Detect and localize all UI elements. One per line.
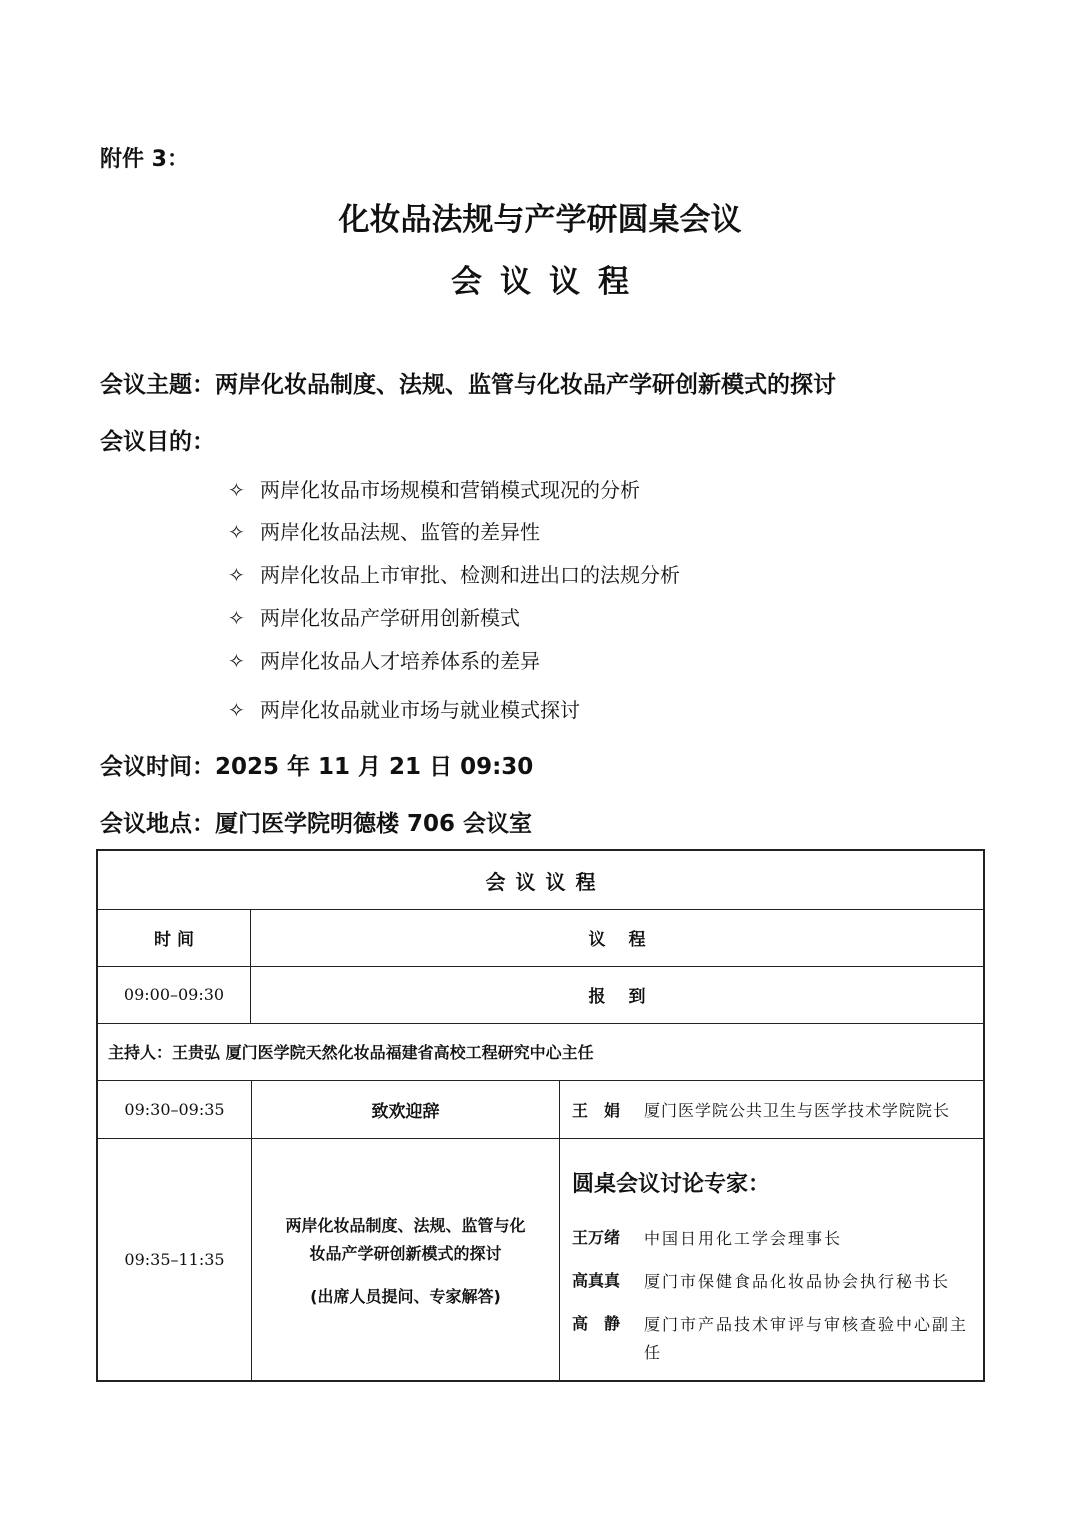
time-label: 会议时间： [100,754,215,780]
list-item: ✧ 两岸化妆品产学研用创新模式 [228,606,520,630]
page-title: 化妆品法规与产学研圆桌会议 [338,202,742,238]
row2-item: 致欢迎辞 [371,1101,440,1122]
expert-row [572,1311,972,1367]
place-label: 会议地点： [100,811,215,837]
diamond-bullet-icon: ✧ [228,478,245,502]
list-item: ✧ 两岸化妆品人才培养体系的差异 [228,649,540,673]
expert-row [572,1225,842,1253]
purpose-label: 会议目的： [100,429,215,455]
row3-time: 09:35–11:35 [124,1249,225,1269]
agenda-table [96,849,985,1382]
expert-name: 高 静 [572,1314,621,1333]
theme-label: 会议主题： [100,372,215,398]
page-subtitle: 会议议程 [451,264,647,300]
agenda-table-title: 会议议程 [485,869,606,894]
row3-item-line: 妆品产学研创新模式的探讨 [309,1244,502,1263]
list-item: ✧ 两岸化妆品法规、监管的差异性 [228,520,540,544]
list-item: ✧ 两岸化妆品就业市场与就业模式探讨 [228,698,580,722]
diamond-bullet-icon: ✧ [228,649,245,673]
expert-role: 中国日用化工学会理事长 [644,1229,843,1248]
list-item: ✧ 两岸化妆品上市审批、检测和进出口的法规分析 [228,563,680,587]
row3-item-note: (出席人员提问、专家解答) [310,1287,501,1306]
diamond-bullet-icon: ✧ [228,606,245,630]
header-agenda: 议 程 [588,930,646,950]
experts-title: 圆桌会议讨论专家： [572,1172,771,1197]
speaker-role: 厦门医学院公共卫生与医学技术学院院长 [644,1100,951,1120]
expert-role: 厦门市产品技术审评与审核查验中心副主任 [644,1315,969,1362]
experts-panel [560,1138,983,1380]
expert-row [572,1268,950,1296]
row2-speaker [572,1080,982,1138]
expert-name: 王万绪 [572,1228,621,1247]
expert-role: 厦门市保健食品化妆品协会执行秘书长 [644,1272,951,1291]
diamond-bullet-icon: ✧ [228,520,245,544]
time-value: 2025 年 11 月 21 日 09:30 [215,754,534,780]
speaker-name: 王 娟 [572,1100,621,1120]
meeting-place [100,805,532,838]
expert-name: 高真真 [572,1271,621,1290]
theme-value: 两岸化妆品制度、法规、监管与化妆品产学研创新模式的探讨 [215,372,836,398]
host-row: 主持人：王贵弘 厦门医学院天然化妆品福建省高校工程研究中心主任 [108,1043,594,1062]
place-value: 厦门医学院明德楼 706 会议室 [215,811,533,837]
row1-item: 报 到 [588,987,646,1007]
meeting-theme [100,366,836,399]
diamond-bullet-icon: ✧ [228,563,245,587]
header-time: 时 间 [154,930,194,950]
row3-item [252,1138,559,1380]
attachment-label: 附件 3： [100,147,189,172]
list-item: ✧ 两岸化妆品市场规模和营销模式现况的分析 [228,478,640,502]
row2-time: 09:30–09:35 [124,1099,225,1119]
row3-item-line: 两岸化妆品制度、法规、监管与化 [285,1216,526,1235]
row1-time: 09:00–09:30 [123,985,225,1004]
diamond-bullet-icon: ✧ [228,698,245,722]
meeting-time [100,748,533,781]
